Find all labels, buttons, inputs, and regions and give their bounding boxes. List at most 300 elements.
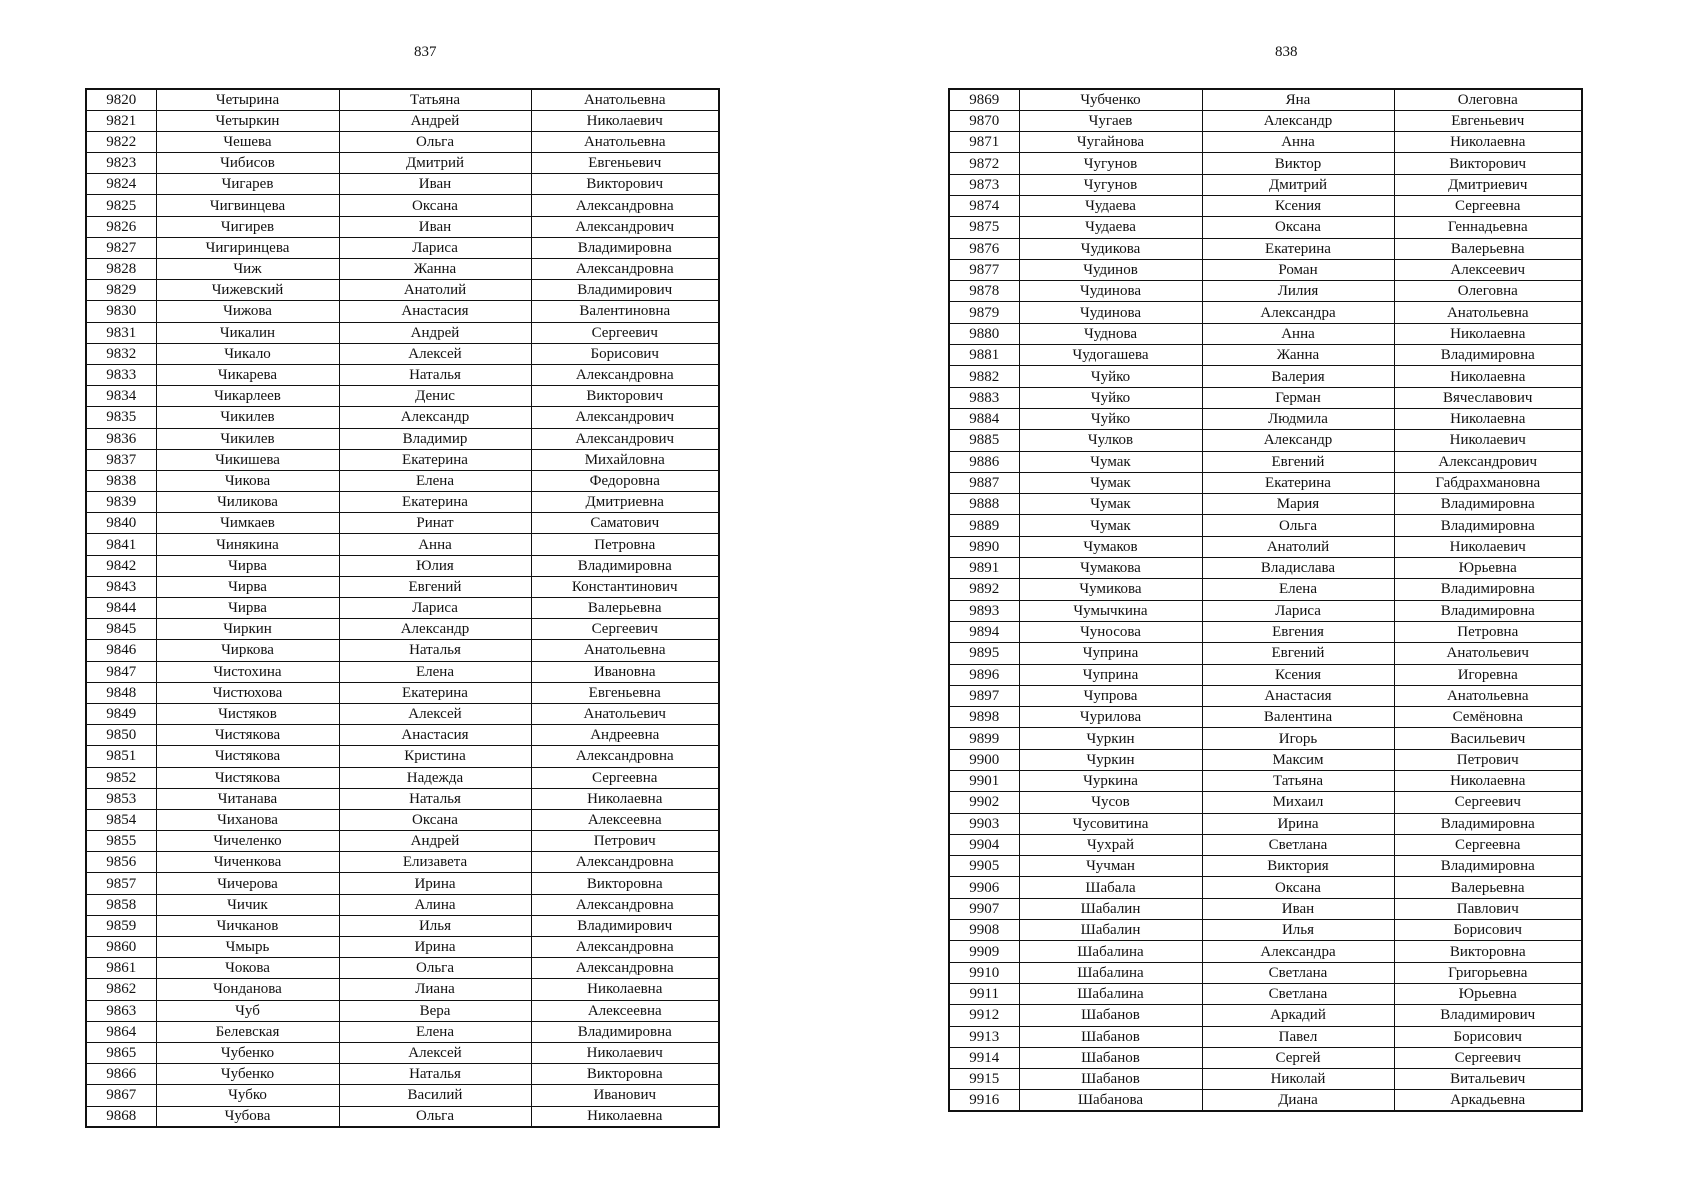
table-row bbox=[949, 685, 1582, 706]
row-number: 9900 bbox=[949, 749, 1019, 770]
row-number: 9887 bbox=[949, 472, 1019, 493]
first-name-cell: Андрей bbox=[339, 322, 531, 343]
table-row bbox=[949, 132, 1582, 153]
surname-cell: Чижевский bbox=[156, 280, 339, 301]
first-name-cell: Анна bbox=[1202, 323, 1394, 344]
first-name-cell: Анастасия bbox=[339, 301, 531, 322]
surname-cell: Чистохина bbox=[156, 661, 339, 682]
row-number: 9841 bbox=[86, 534, 156, 555]
patronymic-cell: Валерьевна bbox=[1394, 877, 1582, 898]
patronymic-cell: Александровна bbox=[531, 894, 719, 915]
row-number: 9895 bbox=[949, 643, 1019, 664]
surname-cell: Чирва bbox=[156, 598, 339, 619]
patronymic-cell: Семёновна bbox=[1394, 707, 1582, 728]
first-name-cell: Лариса bbox=[1202, 600, 1394, 621]
surname-cell: Чуприна bbox=[1019, 664, 1202, 685]
first-name-cell: Наталья bbox=[339, 788, 531, 809]
first-name-cell: Мария bbox=[1202, 494, 1394, 515]
row-number: 9892 bbox=[949, 579, 1019, 600]
surname-cell: Чумак bbox=[1019, 472, 1202, 493]
patronymic-cell: Владимировна bbox=[531, 1021, 719, 1042]
patronymic-cell: Алексеевна bbox=[531, 1000, 719, 1021]
patronymic-cell: Владимирович bbox=[531, 280, 719, 301]
patronymic-cell: Саматович bbox=[531, 513, 719, 534]
row-number: 9874 bbox=[949, 195, 1019, 216]
patronymic-cell: Юрьевна bbox=[1394, 558, 1582, 579]
table-row bbox=[949, 281, 1582, 302]
table-row bbox=[86, 492, 719, 513]
row-number: 9868 bbox=[86, 1106, 156, 1127]
first-name-cell: Ирина bbox=[1202, 813, 1394, 834]
surname-cell: Чичканов bbox=[156, 915, 339, 936]
row-number: 9910 bbox=[949, 962, 1019, 983]
first-name-cell: Лариса bbox=[339, 237, 531, 258]
surname-cell: Чуносова bbox=[1019, 621, 1202, 642]
first-name-cell: Юлия bbox=[339, 555, 531, 576]
patronymic-cell: Владимировна bbox=[1394, 515, 1582, 536]
surname-cell: Чухрай bbox=[1019, 834, 1202, 855]
table-row bbox=[949, 579, 1582, 600]
first-name-cell: Ирина bbox=[339, 937, 531, 958]
patronymic-cell: Анатольевич bbox=[531, 703, 719, 724]
table-row bbox=[86, 809, 719, 830]
surname-cell: Шабалина bbox=[1019, 962, 1202, 983]
surname-cell: Чубенко bbox=[156, 1042, 339, 1063]
row-number: 9826 bbox=[86, 216, 156, 237]
surname-cell: Чикало bbox=[156, 343, 339, 364]
row-number: 9865 bbox=[86, 1042, 156, 1063]
first-name-cell: Андрей bbox=[339, 110, 531, 131]
first-name-cell: Елизавета bbox=[339, 852, 531, 873]
row-number: 9906 bbox=[949, 877, 1019, 898]
patronymic-cell: Александровна bbox=[531, 958, 719, 979]
table-row bbox=[86, 831, 719, 852]
row-number: 9870 bbox=[949, 110, 1019, 131]
table-row bbox=[949, 366, 1582, 387]
patronymic-cell: Евгеньевич bbox=[531, 153, 719, 174]
first-name-cell: Людмила bbox=[1202, 408, 1394, 429]
first-name-cell: Светлана bbox=[1202, 834, 1394, 855]
table-row bbox=[949, 920, 1582, 941]
patronymic-cell: Николаевна bbox=[531, 979, 719, 1000]
first-name-cell: Екатерина bbox=[339, 449, 531, 470]
table-row bbox=[949, 174, 1582, 195]
left-table-body bbox=[86, 89, 719, 1127]
patronymic-cell: Олеговна bbox=[1394, 281, 1582, 302]
surname-cell: Чудинов bbox=[1019, 259, 1202, 280]
patronymic-cell: Викторовна bbox=[1394, 941, 1582, 962]
surname-cell: Чупрова bbox=[1019, 685, 1202, 706]
first-name-cell: Ксения bbox=[1202, 195, 1394, 216]
table-row bbox=[949, 110, 1582, 131]
first-name-cell: Екатерина bbox=[339, 682, 531, 703]
patronymic-cell: Владимировна bbox=[531, 555, 719, 576]
first-name-cell: Елена bbox=[1202, 579, 1394, 600]
first-name-cell: Екатерина bbox=[1202, 472, 1394, 493]
surname-cell: Чубченко bbox=[1019, 89, 1202, 110]
row-number: 9846 bbox=[86, 640, 156, 661]
table-row bbox=[86, 322, 719, 343]
table-row bbox=[949, 600, 1582, 621]
surname-cell: Чистякова bbox=[156, 725, 339, 746]
surname-cell: Чурилова bbox=[1019, 707, 1202, 728]
row-number: 9863 bbox=[86, 1000, 156, 1021]
surname-cell: Шабалин bbox=[1019, 898, 1202, 919]
surname-cell: Чумакова bbox=[1019, 558, 1202, 579]
first-name-cell: Оксана bbox=[339, 809, 531, 830]
patronymic-cell: Дмитриевич bbox=[1394, 174, 1582, 195]
surname-cell: Чибисов bbox=[156, 153, 339, 174]
patronymic-cell: Дмитриевна bbox=[531, 492, 719, 513]
patronymic-cell: Анатольевна bbox=[531, 640, 719, 661]
patronymic-cell: Александровна bbox=[531, 364, 719, 385]
table-row bbox=[86, 131, 719, 152]
first-name-cell: Анастасия bbox=[1202, 685, 1394, 706]
table-row bbox=[86, 89, 719, 110]
surname-cell: Чугунов bbox=[1019, 153, 1202, 174]
patronymic-cell: Сергеевич bbox=[1394, 1047, 1582, 1068]
row-number: 9827 bbox=[86, 237, 156, 258]
row-number: 9890 bbox=[949, 536, 1019, 557]
surname-cell: Чистяков bbox=[156, 703, 339, 724]
table-row bbox=[949, 153, 1582, 174]
row-number: 9867 bbox=[86, 1085, 156, 1106]
patronymic-cell: Олеговна bbox=[1394, 89, 1582, 110]
surname-cell: Чистякова bbox=[156, 767, 339, 788]
patronymic-cell: Владимировна bbox=[531, 237, 719, 258]
surname-cell: Чубенко bbox=[156, 1064, 339, 1085]
first-name-cell: Оксана bbox=[1202, 217, 1394, 238]
patronymic-cell: Петровна bbox=[531, 534, 719, 555]
right-page-number: 838 bbox=[1275, 44, 1298, 60]
row-number: 9834 bbox=[86, 386, 156, 407]
table-row bbox=[86, 386, 719, 407]
row-number: 9859 bbox=[86, 915, 156, 936]
table-row bbox=[949, 515, 1582, 536]
table-row bbox=[86, 534, 719, 555]
patronymic-cell: Сергеевна bbox=[531, 767, 719, 788]
first-name-cell: Надежда bbox=[339, 767, 531, 788]
surname-cell: Чумак bbox=[1019, 494, 1202, 515]
surname-cell: Чугунов bbox=[1019, 174, 1202, 195]
first-name-cell: Ольга bbox=[339, 131, 531, 152]
row-number: 9881 bbox=[949, 345, 1019, 366]
first-name-cell: Наталья bbox=[339, 640, 531, 661]
table-row bbox=[86, 598, 719, 619]
row-number: 9872 bbox=[949, 153, 1019, 174]
table-row bbox=[86, 195, 719, 216]
first-name-cell: Михаил bbox=[1202, 792, 1394, 813]
surname-cell: Чимкаев bbox=[156, 513, 339, 534]
first-name-cell: Иван bbox=[1202, 898, 1394, 919]
first-name-cell: Елена bbox=[339, 470, 531, 491]
first-name-cell: Евгений bbox=[339, 576, 531, 597]
row-number: 9889 bbox=[949, 515, 1019, 536]
surname-cell: Чирва bbox=[156, 576, 339, 597]
table-row bbox=[949, 707, 1582, 728]
surname-cell: Шабалин bbox=[1019, 920, 1202, 941]
patronymic-cell: Анатольевна bbox=[1394, 302, 1582, 323]
first-name-cell: Алексей bbox=[339, 703, 531, 724]
table-row bbox=[949, 89, 1582, 110]
surname-cell: Чистюхова bbox=[156, 682, 339, 703]
surname-cell: Чичик bbox=[156, 894, 339, 915]
patronymic-cell: Юрьевна bbox=[1394, 983, 1582, 1004]
first-name-cell: Андрей bbox=[339, 831, 531, 852]
row-number: 9839 bbox=[86, 492, 156, 513]
first-name-cell: Александр bbox=[1202, 110, 1394, 131]
patronymic-cell: Николаевна bbox=[1394, 323, 1582, 344]
first-name-cell: Ринат bbox=[339, 513, 531, 534]
patronymic-cell: Николаевна bbox=[1394, 408, 1582, 429]
first-name-cell: Анатолий bbox=[339, 280, 531, 301]
table-row bbox=[86, 513, 719, 534]
first-name-cell: Иван bbox=[339, 216, 531, 237]
patronymic-cell: Михайловна bbox=[531, 449, 719, 470]
row-number: 9875 bbox=[949, 217, 1019, 238]
surname-cell: Чмырь bbox=[156, 937, 339, 958]
patronymic-cell: Николаевич bbox=[531, 1042, 719, 1063]
patronymic-cell: Александрович bbox=[531, 216, 719, 237]
table-row bbox=[949, 898, 1582, 919]
table-row bbox=[949, 408, 1582, 429]
patronymic-cell: Константинович bbox=[531, 576, 719, 597]
row-number: 9886 bbox=[949, 451, 1019, 472]
surname-cell: Чижова bbox=[156, 301, 339, 322]
row-number: 9878 bbox=[949, 281, 1019, 302]
table-row bbox=[949, 962, 1582, 983]
table-row bbox=[86, 576, 719, 597]
patronymic-cell: Викторович bbox=[531, 174, 719, 195]
table-row bbox=[949, 983, 1582, 1004]
left-page-number: 837 bbox=[414, 44, 437, 60]
patronymic-cell: Николаевна bbox=[531, 788, 719, 809]
patronymic-cell: Владимировна bbox=[1394, 579, 1582, 600]
surname-cell: Чигиринцева bbox=[156, 237, 339, 258]
table-row bbox=[86, 852, 719, 873]
surname-cell: Белевская bbox=[156, 1021, 339, 1042]
row-number: 9896 bbox=[949, 664, 1019, 685]
patronymic-cell: Викторовна bbox=[531, 1064, 719, 1085]
table-row bbox=[949, 536, 1582, 557]
surname-cell: Чигвинцева bbox=[156, 195, 339, 216]
patronymic-cell: Анатольевна bbox=[1394, 685, 1582, 706]
row-number: 9880 bbox=[949, 323, 1019, 344]
table-row bbox=[949, 451, 1582, 472]
surname-cell: Чистякова bbox=[156, 746, 339, 767]
table-row bbox=[949, 323, 1582, 344]
table-row bbox=[949, 472, 1582, 493]
row-number: 9847 bbox=[86, 661, 156, 682]
table-row bbox=[949, 494, 1582, 515]
row-number: 9883 bbox=[949, 387, 1019, 408]
first-name-cell: Ирина bbox=[339, 873, 531, 894]
first-name-cell: Светлана bbox=[1202, 962, 1394, 983]
patronymic-cell: Павлович bbox=[1394, 898, 1582, 919]
patronymic-cell: Владимирович bbox=[1394, 1005, 1582, 1026]
surname-cell: Чумак bbox=[1019, 515, 1202, 536]
surname-cell: Шабанов bbox=[1019, 1069, 1202, 1090]
first-name-cell: Наталья bbox=[339, 1064, 531, 1085]
patronymic-cell: Анатольевна bbox=[531, 131, 719, 152]
first-name-cell: Александра bbox=[1202, 302, 1394, 323]
row-number: 9845 bbox=[86, 619, 156, 640]
row-number: 9843 bbox=[86, 576, 156, 597]
patronymic-cell: Анатольевич bbox=[1394, 643, 1582, 664]
table-row bbox=[949, 238, 1582, 259]
row-number: 9849 bbox=[86, 703, 156, 724]
first-name-cell: Екатерина bbox=[339, 492, 531, 513]
table-row bbox=[86, 280, 719, 301]
first-name-cell: Елена bbox=[339, 1021, 531, 1042]
first-name-cell: Ольга bbox=[339, 1106, 531, 1127]
surname-cell: Шабалина bbox=[1019, 941, 1202, 962]
surname-cell: Чудинова bbox=[1019, 281, 1202, 302]
first-name-cell: Елена bbox=[339, 661, 531, 682]
surname-cell: Чумычкина bbox=[1019, 600, 1202, 621]
surname-cell: Чудаева bbox=[1019, 195, 1202, 216]
first-name-cell: Яна bbox=[1202, 89, 1394, 110]
surname-cell: Чумак bbox=[1019, 451, 1202, 472]
table-row bbox=[86, 449, 719, 470]
table-row bbox=[86, 470, 719, 491]
table-row bbox=[86, 1106, 719, 1127]
patronymic-cell: Петровна bbox=[1394, 621, 1582, 642]
table-row bbox=[86, 216, 719, 237]
surname-cell: Чичеленко bbox=[156, 831, 339, 852]
surname-cell: Шабалина bbox=[1019, 983, 1202, 1004]
row-number: 9905 bbox=[949, 856, 1019, 877]
table-row bbox=[949, 728, 1582, 749]
table-row bbox=[86, 428, 719, 449]
row-number: 9832 bbox=[86, 343, 156, 364]
first-name-cell: Владислава bbox=[1202, 558, 1394, 579]
surname-cell: Чикилев bbox=[156, 407, 339, 428]
table-row bbox=[949, 621, 1582, 642]
surname-cell: Чугайнова bbox=[1019, 132, 1202, 153]
patronymic-cell: Николаевна bbox=[1394, 366, 1582, 387]
table-row bbox=[949, 387, 1582, 408]
table-row bbox=[949, 302, 1582, 323]
row-number: 9913 bbox=[949, 1026, 1019, 1047]
row-number: 9852 bbox=[86, 767, 156, 788]
patronymic-cell: Владимировна bbox=[1394, 600, 1582, 621]
row-number: 9891 bbox=[949, 558, 1019, 579]
row-number: 9897 bbox=[949, 685, 1019, 706]
row-number: 9908 bbox=[949, 920, 1019, 941]
table-row bbox=[86, 767, 719, 788]
row-number: 9879 bbox=[949, 302, 1019, 323]
row-number: 9911 bbox=[949, 983, 1019, 1004]
patronymic-cell: Вячеславович bbox=[1394, 387, 1582, 408]
row-number: 9876 bbox=[949, 238, 1019, 259]
row-number: 9899 bbox=[949, 728, 1019, 749]
row-number: 9864 bbox=[86, 1021, 156, 1042]
patronymic-cell: Евгеньевич bbox=[1394, 110, 1582, 131]
first-name-cell: Татьяна bbox=[339, 89, 531, 110]
patronymic-cell: Викторович bbox=[531, 386, 719, 407]
first-name-cell: Алексей bbox=[339, 1042, 531, 1063]
row-number: 9907 bbox=[949, 898, 1019, 919]
first-name-cell: Кристина bbox=[339, 746, 531, 767]
table-row bbox=[86, 1064, 719, 1085]
first-name-cell: Ольга bbox=[1202, 515, 1394, 536]
surname-cell: Шабанов bbox=[1019, 1026, 1202, 1047]
patronymic-cell: Геннадьевна bbox=[1394, 217, 1582, 238]
row-number: 9830 bbox=[86, 301, 156, 322]
surname-cell: Чуркин bbox=[1019, 749, 1202, 770]
row-number: 9856 bbox=[86, 852, 156, 873]
surname-cell: Чикарлеев bbox=[156, 386, 339, 407]
patronymic-cell: Викторович bbox=[1394, 153, 1582, 174]
first-name-cell: Светлана bbox=[1202, 983, 1394, 1004]
first-name-cell: Лариса bbox=[339, 598, 531, 619]
table-row bbox=[86, 301, 719, 322]
patronymic-cell: Александрович bbox=[531, 428, 719, 449]
row-number: 9833 bbox=[86, 364, 156, 385]
first-name-cell: Анна bbox=[1202, 132, 1394, 153]
table-row bbox=[86, 110, 719, 131]
row-number: 9840 bbox=[86, 513, 156, 534]
right-table-body bbox=[949, 89, 1582, 1111]
surname-cell: Чигирев bbox=[156, 216, 339, 237]
table-row bbox=[86, 1042, 719, 1063]
patronymic-cell: Витальевич bbox=[1394, 1069, 1582, 1090]
patronymic-cell: Николаевна bbox=[531, 1106, 719, 1127]
first-name-cell: Дмитрий bbox=[1202, 174, 1394, 195]
row-number: 9903 bbox=[949, 813, 1019, 834]
patronymic-cell: Анатольевна bbox=[531, 89, 719, 110]
table-row bbox=[86, 873, 719, 894]
surname-cell: Чикишева bbox=[156, 449, 339, 470]
table-row bbox=[86, 640, 719, 661]
patronymic-cell: Борисович bbox=[531, 343, 719, 364]
first-name-cell: Александр bbox=[339, 619, 531, 640]
row-number: 9850 bbox=[86, 725, 156, 746]
surname-cell: Чигарев bbox=[156, 174, 339, 195]
table-row bbox=[86, 979, 719, 1000]
first-name-cell: Виктория bbox=[1202, 856, 1394, 877]
surname-cell: Чуприна bbox=[1019, 643, 1202, 664]
first-name-cell: Жанна bbox=[1202, 345, 1394, 366]
patronymic-cell: Владимировна bbox=[1394, 494, 1582, 515]
row-number: 9835 bbox=[86, 407, 156, 428]
table-row bbox=[949, 792, 1582, 813]
patronymic-cell: Сергеевич bbox=[531, 619, 719, 640]
first-name-cell: Сергей bbox=[1202, 1047, 1394, 1068]
table-row bbox=[86, 894, 719, 915]
table-row bbox=[949, 259, 1582, 280]
row-number: 9904 bbox=[949, 834, 1019, 855]
surname-cell: Чучман bbox=[1019, 856, 1202, 877]
patronymic-cell: Валентиновна bbox=[531, 301, 719, 322]
surname-cell: Чиркова bbox=[156, 640, 339, 661]
surname-cell: Чиченкова bbox=[156, 852, 339, 873]
row-number: 9831 bbox=[86, 322, 156, 343]
row-number: 9858 bbox=[86, 894, 156, 915]
first-name-cell: Лилия bbox=[1202, 281, 1394, 302]
row-number: 9836 bbox=[86, 428, 156, 449]
table-row bbox=[86, 237, 719, 258]
surname-cell: Чуркина bbox=[1019, 771, 1202, 792]
first-name-cell: Екатерина bbox=[1202, 238, 1394, 259]
patronymic-cell: Александровна bbox=[531, 852, 719, 873]
table-row bbox=[949, 856, 1582, 877]
row-number: 9821 bbox=[86, 110, 156, 131]
surname-cell: Чудинова bbox=[1019, 302, 1202, 323]
surname-cell: Шабанов bbox=[1019, 1047, 1202, 1068]
table-row bbox=[86, 343, 719, 364]
